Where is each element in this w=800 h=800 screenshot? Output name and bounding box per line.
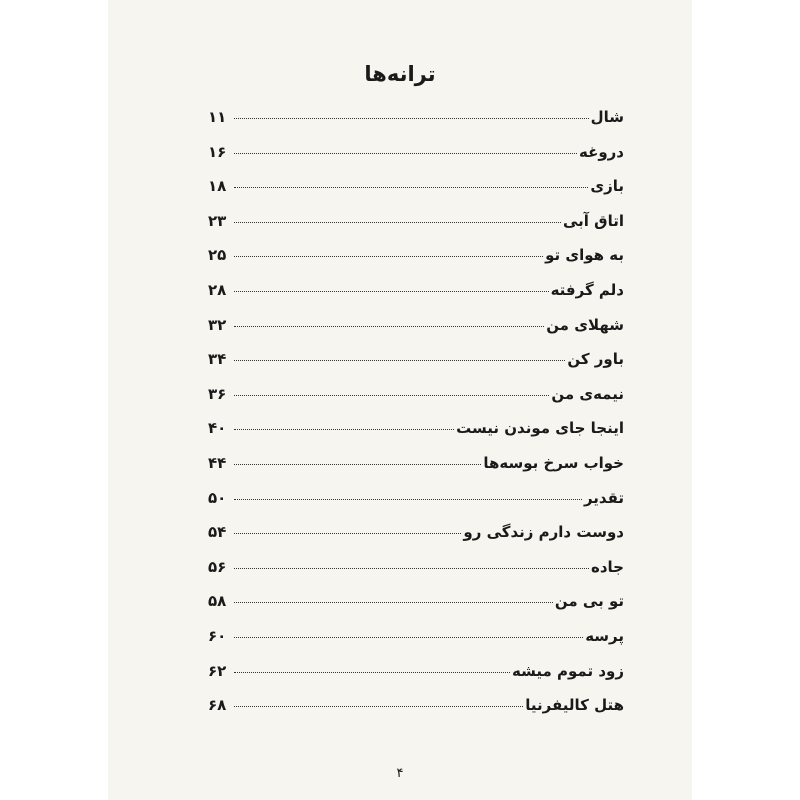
toc-entry-title: دوست دارم زندگی رو xyxy=(463,523,624,542)
toc-entry-page: ۵۶ xyxy=(208,557,227,576)
dot-leader xyxy=(234,464,481,465)
toc-entry xyxy=(208,212,624,247)
toc-entry-title: هتل کالیفرنیا xyxy=(525,696,624,715)
dot-leader xyxy=(234,291,549,292)
toc-entry-page: ۶۲ xyxy=(208,661,227,680)
toc-entry-title: پرسه xyxy=(585,626,624,645)
toc-entry-page: ۳۴ xyxy=(208,350,227,369)
toc-entry xyxy=(208,143,624,178)
toc-entry xyxy=(208,108,624,143)
toc-entry xyxy=(208,592,624,627)
dot-leader xyxy=(234,637,583,638)
toc-entry xyxy=(208,350,624,385)
toc-entry-title: تو بی من xyxy=(554,592,624,611)
table-of-contents xyxy=(208,108,624,731)
toc-entry xyxy=(208,696,624,731)
dot-leader xyxy=(234,187,588,188)
toc-entry-page: ۱۶ xyxy=(208,142,227,161)
toc-entry xyxy=(208,419,624,454)
dot-leader xyxy=(234,672,510,673)
toc-entry-page: ۱۱ xyxy=(208,108,227,126)
dot-leader xyxy=(234,256,543,257)
toc-entry xyxy=(208,662,624,697)
dot-leader xyxy=(234,153,577,154)
toc-entry-title: بازی xyxy=(590,177,624,196)
dot-leader xyxy=(234,222,561,223)
toc-entry xyxy=(208,246,624,281)
toc-entry-page: ۲۳ xyxy=(208,211,227,230)
toc-entry xyxy=(208,558,624,593)
toc-entry-title: به هوای تو xyxy=(545,246,624,265)
dot-leader xyxy=(234,499,582,500)
dot-leader xyxy=(234,429,454,430)
toc-entry-title: باور کن xyxy=(567,350,624,369)
toc-entry-title: دلم گرفته xyxy=(550,280,624,299)
dot-leader xyxy=(234,533,461,534)
toc-entry xyxy=(208,177,624,212)
toc-entry-page: ۱۸ xyxy=(208,177,227,196)
dot-leader xyxy=(234,360,565,361)
toc-entry-page: ۶۸ xyxy=(208,696,227,715)
dot-leader xyxy=(234,602,553,603)
toc-entry-title: شال xyxy=(590,108,624,126)
dot-leader xyxy=(234,326,544,327)
toc-entry-page: ۴۰ xyxy=(208,419,227,438)
toc-entry-page: ۳۲ xyxy=(208,315,227,334)
toc-entry-page: ۳۶ xyxy=(208,384,227,403)
toc-entry-page: ۲۸ xyxy=(208,280,227,299)
toc-entry xyxy=(208,281,624,316)
toc-entry-title: جاده xyxy=(591,557,624,576)
toc-entry-page: ۴۴ xyxy=(208,453,227,472)
toc-entry xyxy=(208,523,624,558)
toc-entry-title: اتاق آبی xyxy=(563,211,624,230)
toc-entry-title: تقدیر xyxy=(583,488,624,507)
toc-entry-page: ۵۴ xyxy=(208,523,227,542)
dot-leader xyxy=(234,395,549,396)
page-number: ۴ xyxy=(396,766,404,781)
toc-entry-title: شهلای من xyxy=(546,315,624,334)
toc-entry xyxy=(208,454,624,489)
toc-entry-title: نیمه‌ی من xyxy=(551,384,624,403)
dot-leader xyxy=(234,706,523,707)
toc-entry xyxy=(208,385,624,420)
page-title: ترانه‌ها xyxy=(364,62,436,86)
toc-entry xyxy=(208,489,624,524)
dot-leader xyxy=(234,118,589,119)
toc-entry-page: ۶۰ xyxy=(208,626,227,645)
toc-entry-title: اینجا جای موندن نیست xyxy=(456,419,624,438)
toc-entry xyxy=(208,316,624,351)
toc-entry-page: ۵۰ xyxy=(208,488,227,507)
toc-entry-page: ۵۸ xyxy=(208,592,227,611)
toc-entry-title: دروغه xyxy=(579,142,624,161)
toc-entry-title: خواب سرخ بوسه‌ها xyxy=(483,453,624,472)
toc-entry-title: زود تموم میشه xyxy=(512,661,624,680)
book-page xyxy=(108,0,692,800)
toc-entry-page: ۲۵ xyxy=(208,246,227,265)
toc-entry xyxy=(208,627,624,662)
dot-leader xyxy=(234,568,589,569)
